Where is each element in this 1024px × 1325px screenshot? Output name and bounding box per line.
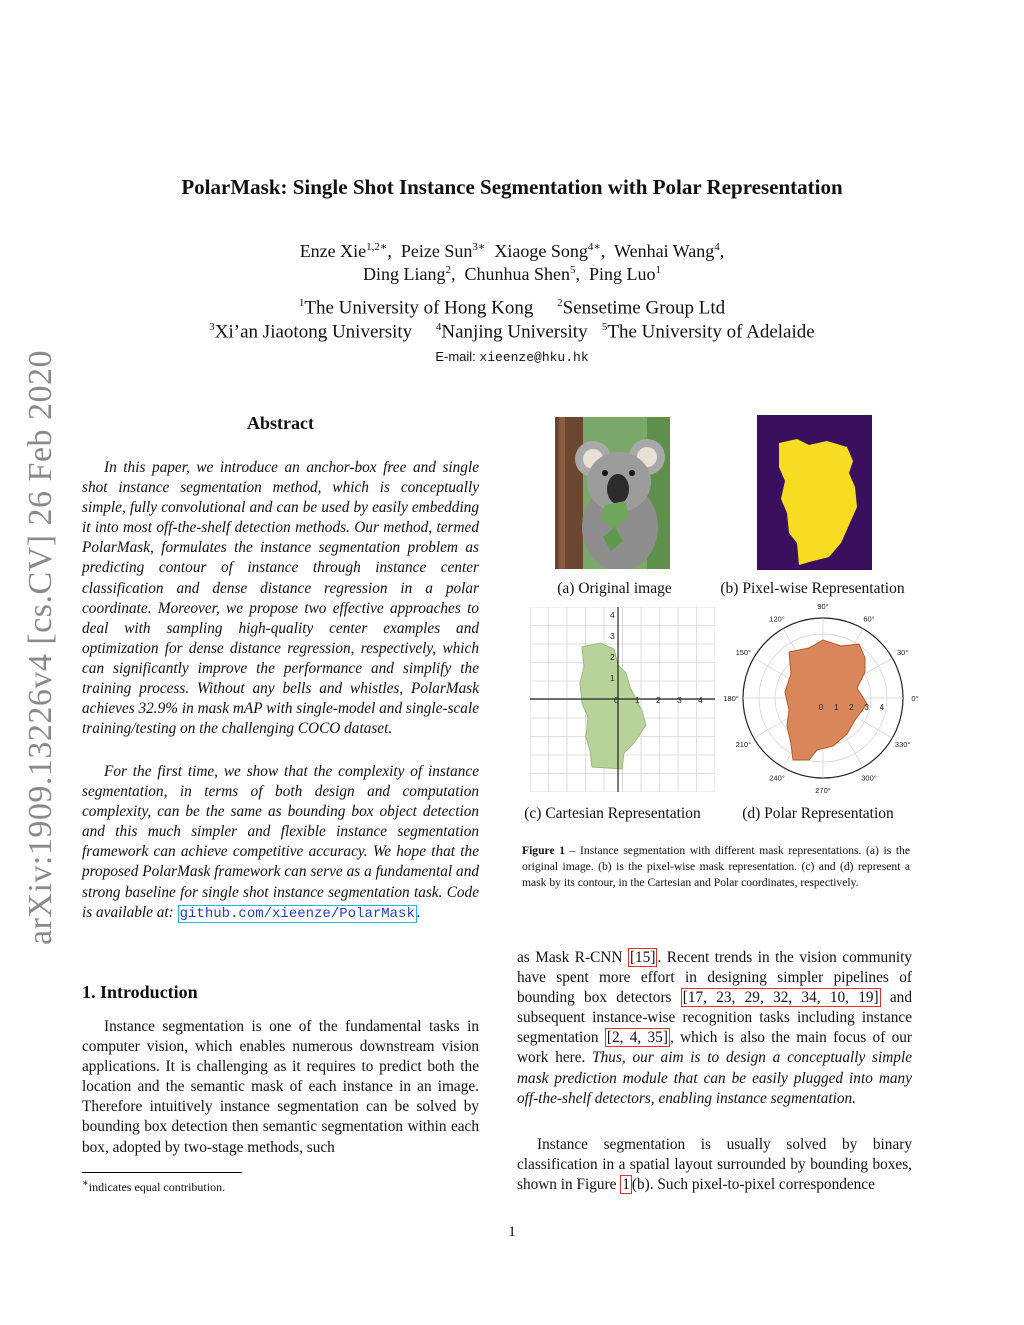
author-sup: 1,2∗ bbox=[366, 241, 388, 253]
author-sup: 1 bbox=[655, 264, 661, 276]
figure-caption bbox=[522, 843, 910, 891]
affiliation-line-2 bbox=[0, 321, 1024, 343]
author-name: Wenhai Wang bbox=[614, 241, 715, 261]
intro-paragraph-2 bbox=[517, 1135, 912, 1195]
italic-text-run: Thus, our aim is to design a conceptually simple mask prediction module that can be easily plugged into many off-the-shelf detectors, enabling instance segmentation. bbox=[517, 1049, 912, 1107]
affiliation-name: Sensetime Group Ltd bbox=[562, 297, 726, 319]
subfigure-caption-c: (c) Cartesian Representation bbox=[524, 805, 701, 822]
abstract-paragraph-1: In this paper, we introduce an anchor-box free and single shot instance segmentation method, which is conceptually simple, fully convolutional and can be used by easily embedding it into most off-the-shelf detection methods. Our method, termed PolarMask, formulates the instance segmentation problem as predicting contour of instance through instance center classification and dense distance regression in a polar coordinate. Moreover, we propose two effective approaches to deal with sampling high-quality center examples and optimization for dense distance regression, respectively, which can significantly improve the performance and simplify the training process. Without any bells and whistles, PolarMask achieves 32.9% in mask mAP with single-model and single-scale training/testing on the challenging COCO dataset. bbox=[82, 459, 479, 738]
polar-radius-label: 0 bbox=[818, 703, 824, 712]
subfigure-caption-b: (b) Pixel-wise Representation bbox=[720, 580, 905, 597]
affiliation-name: Xi’an Jiaotong University bbox=[214, 321, 413, 343]
polar-angle-label: 210° bbox=[735, 740, 752, 749]
abstract-paragraph-2 bbox=[82, 762, 479, 924]
section-heading-introduction: 1. Introduction bbox=[82, 982, 198, 1002]
subfigure-caption-a: (a) Original image bbox=[557, 580, 672, 597]
x-tick-label: 1 bbox=[635, 695, 640, 705]
y-tick-label: 2 bbox=[610, 652, 615, 662]
figure-ref-link[interactable]: 1 bbox=[622, 1176, 630, 1194]
page-number: 1 bbox=[508, 1224, 516, 1240]
text-run: and subsequent instance-wise recognition tasks including instance segmentation bbox=[517, 989, 912, 1047]
period: . bbox=[416, 903, 421, 921]
polar-radius-label: 1 bbox=[833, 703, 839, 712]
citation-link[interactable]: [17, 23, 29, 32, 34, 10, 19] bbox=[682, 989, 879, 1007]
polar-angle-label: 30° bbox=[897, 648, 909, 657]
affiliation-name: Nanjing University bbox=[441, 321, 588, 343]
y-tick-label: 3 bbox=[610, 631, 615, 641]
polar-mask-contour bbox=[785, 640, 867, 760]
footnote-rule bbox=[82, 1172, 242, 1173]
pixel-wise-mask bbox=[757, 415, 872, 570]
email-line bbox=[0, 349, 1024, 365]
polar-plot bbox=[715, 600, 925, 800]
author-sup: 4 bbox=[714, 241, 720, 253]
y-tick-label: 4 bbox=[610, 610, 615, 620]
polar-radius-label: 4 bbox=[879, 703, 885, 712]
author-name: Peize Sun bbox=[400, 241, 473, 261]
affiliation-sup: 4 bbox=[435, 321, 442, 333]
author-sup: 5 bbox=[569, 264, 576, 276]
affiliation-name: The University of Adelaide bbox=[607, 321, 815, 343]
text-run: as Mask R-CNN bbox=[517, 949, 628, 966]
figure-caption-text: – Instance segmentation with different mask representations. (a) is the original image. (b) is the pixel-wise mask representation. (c) and (d) represent a mask by its contour, in the Cartesian and Polar coordinates, respectively. bbox=[522, 844, 911, 889]
text-run: (b). Such pixel-to-pixel correspondence bbox=[631, 1176, 875, 1194]
author-name: Chunhua Shen bbox=[464, 264, 570, 284]
citation-link[interactable]: [15] bbox=[629, 949, 656, 966]
author-sup: 3∗ bbox=[472, 241, 486, 253]
affiliation-sup: 2 bbox=[557, 297, 563, 309]
koala-photo bbox=[555, 417, 670, 569]
text-run: , which is also the main focus of our work here. bbox=[517, 1029, 912, 1067]
polar-angle-label: 0° bbox=[911, 694, 919, 703]
author-name: Xiaoge Song bbox=[494, 241, 588, 261]
email-label: E-mail: bbox=[435, 349, 476, 364]
affiliation-sup: 3 bbox=[209, 321, 215, 333]
author-sup: 4∗ bbox=[587, 241, 601, 253]
affiliation-name: The University of Hong Kong bbox=[304, 297, 534, 319]
x-tick-label: 2 bbox=[656, 695, 661, 705]
polar-angle-label: 60° bbox=[863, 614, 875, 624]
polar-radius-label: 2 bbox=[849, 703, 854, 712]
affiliation-line-1 bbox=[0, 297, 1024, 319]
x-tick-label: 3 bbox=[677, 695, 682, 705]
polar-radius-label: 3 bbox=[864, 703, 869, 712]
email-address[interactable]: xieenze@hku.hk bbox=[479, 350, 589, 365]
figure-caption-label: Figure 1 bbox=[522, 844, 566, 857]
affiliation-sup: 5 bbox=[601, 321, 608, 333]
text-run: Instance segmentation is usually solved by binary classification in a spatial layout surrounded by bounding boxes, shown in Figure bbox=[517, 1136, 912, 1194]
x-tick-label: 4 bbox=[698, 695, 703, 705]
intro-paragraph-1: Instance segmentation is one of the fundamental tasks in computer vision, which enables numerous downstream vision applications. It is challenging as it requires to predict both the location and the semantic mask of each instance in an image. Therefore intuitively instance segmentation can be solved by bounding box detection then semantic segmentation within each box, adopted by two-stage methods, such bbox=[82, 1018, 479, 1156]
affiliation-sup: 1 bbox=[298, 297, 305, 309]
polar-angle-label: 270° bbox=[815, 786, 831, 795]
paper-title: PolarMask: Single Shot Instance Segmentation with Polar Representation bbox=[181, 175, 843, 199]
text-run: . Recent trends in the vision community have spent more effort in designing simpler pipelines of bounding box detectors bbox=[517, 949, 912, 1007]
author-name: Ping Luo bbox=[588, 264, 656, 284]
polar-angle-label: 300° bbox=[861, 773, 877, 783]
polar-angle-label: 180° bbox=[723, 694, 739, 703]
author-line-2: Ding Liang$^2$, Chunhua Shen$^5$, Ping Luo$^1$ bbox=[362, 264, 661, 284]
footnote bbox=[82, 1178, 225, 1195]
author-name: Ding Liang bbox=[362, 264, 446, 284]
polar-angle-label: 90° bbox=[817, 602, 829, 611]
polar-angle-label: 240° bbox=[769, 773, 785, 783]
footnote-mark: ∗ bbox=[82, 1178, 89, 1189]
polar-angle-label: 330° bbox=[894, 740, 911, 749]
abstract-paragraph-2-text: For the first time, we show that the complexity of instance segmentation, in terms of both design and computation complexity, can be the same as bounding box object detection and this much simpler and flexible instance segmentation framework can achieve competitive accuracy. We hope that the proposed PolarMask framework can serve as a fundamental and strong baseline for single shot instance segmentation task. Code is available at: bbox=[82, 763, 479, 921]
author-name: Enze Xie bbox=[299, 241, 367, 261]
cartesian-plot bbox=[530, 607, 715, 792]
abstract-heading: Abstract bbox=[247, 413, 314, 433]
citation-link[interactable]: [2, 4, 35] bbox=[606, 1029, 668, 1047]
intro-paragraph-1-cont bbox=[517, 948, 912, 1109]
author-line-1: Enze Xie$^{1,2∗}$, Peize Sun$^{3∗}$ Xiaoge Song$^{4∗}$, Wenhai Wang$^4$, bbox=[299, 241, 725, 261]
subfigure-caption-d: (d) Polar Representation bbox=[742, 805, 894, 822]
polar-angle-label: 150° bbox=[735, 648, 752, 657]
x-tick-label: 0 bbox=[614, 695, 619, 705]
author-sup: 2 bbox=[445, 264, 451, 276]
arxiv-stamp: arXiv:1909.13226v4 [cs.CV] 26 Feb 2020 bbox=[22, 349, 59, 945]
footnote-text: indicates equal contribution. bbox=[88, 1180, 226, 1194]
code-link[interactable]: github.com/xieenze/PolarMask bbox=[179, 905, 415, 922]
y-tick-label: 1 bbox=[610, 673, 615, 683]
polar-angle-label: 120° bbox=[769, 614, 785, 624]
